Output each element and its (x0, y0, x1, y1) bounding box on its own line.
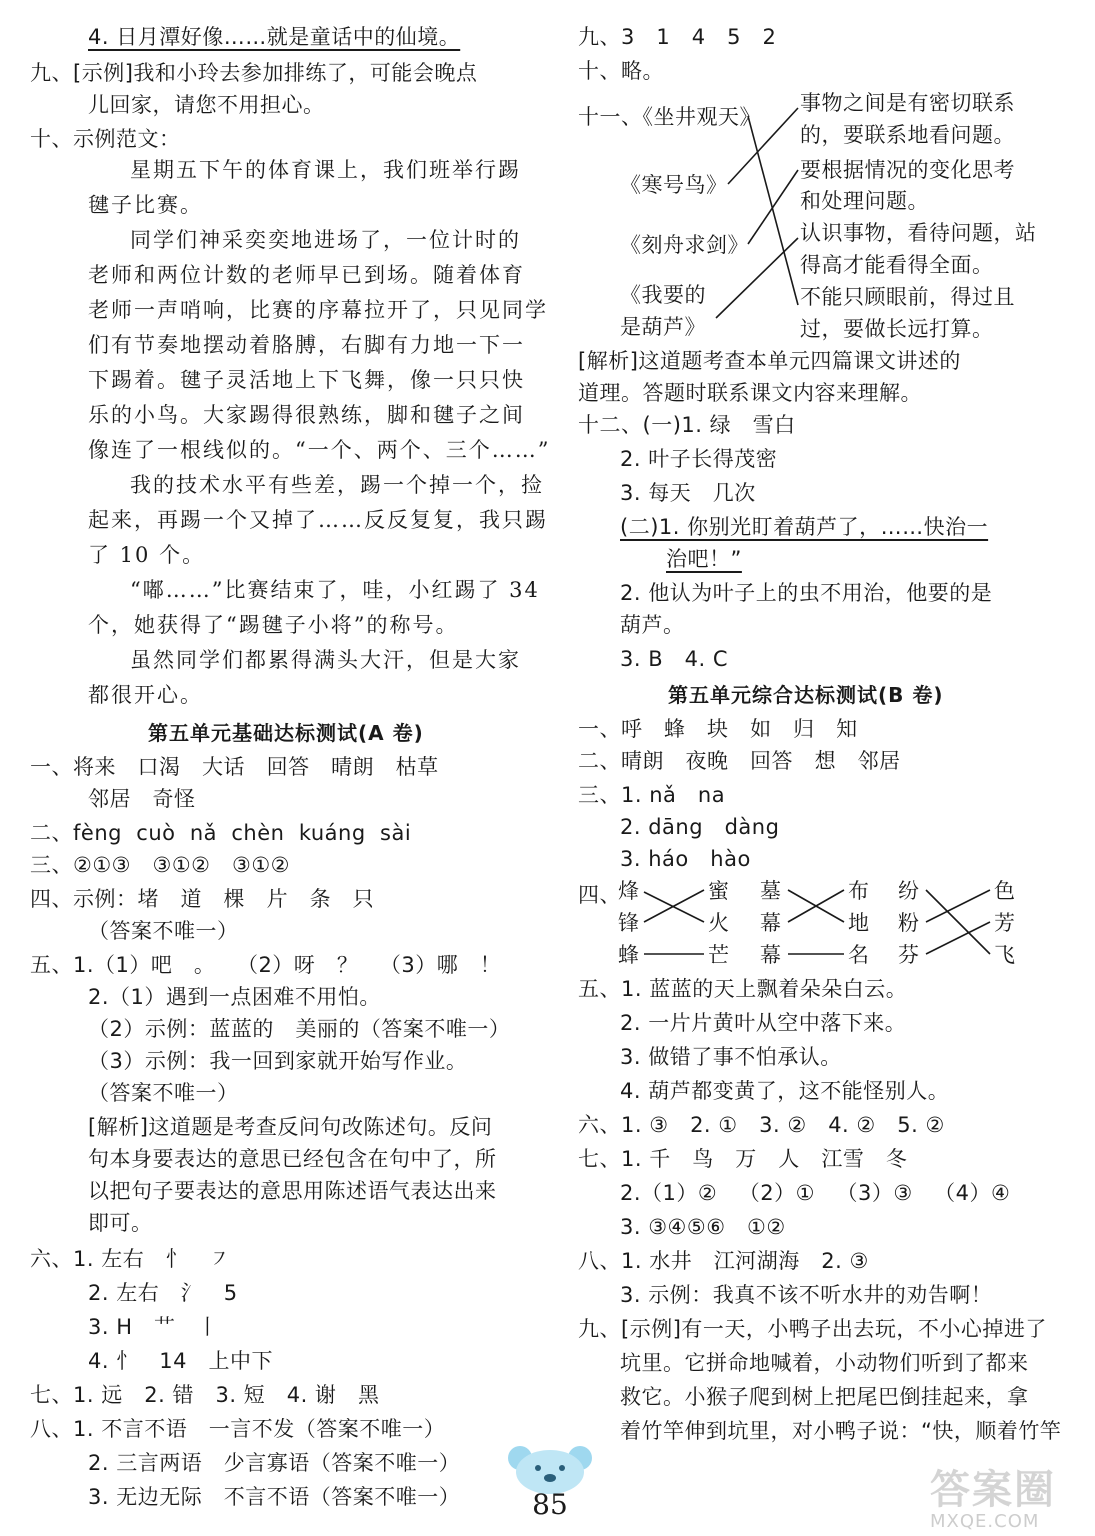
answer-line: 四、 (578, 883, 621, 907)
essay-line: 毽子比赛。 (88, 193, 203, 217)
answer-line: 2. dāng dàng (620, 815, 780, 839)
answer-line: 五、1.（1）吧 。 （2）呀 ？ （3）哪 ！ (30, 953, 502, 977)
essay-line: 起来，再踢一个又掉了……反反复复，我只踢 (88, 508, 548, 532)
answer-line: 3. H 艹 丨 (88, 1315, 219, 1339)
answer-line: 救它。小猴子爬到树上把尾巴倒挂起来，拿 (620, 1385, 1029, 1409)
essay-line: 都很开心。 (88, 683, 203, 707)
match-line (926, 922, 990, 954)
essay-line: 下踢着。毽子灵活地上下飞舞，像一只只快 (88, 368, 525, 392)
answer-line: 二、晴朗 夜晚 回答 想 邻居 (578, 749, 901, 773)
match-right-item: 要根据情况的变化思考 (800, 158, 1015, 182)
answer-line: 3. 每天 几次 (620, 481, 756, 505)
match-right-item: 事物之间是有密切联系 (800, 91, 1015, 115)
match-line (926, 890, 990, 954)
answer-line: 十二、(一)1. 绿 雪白 (578, 413, 796, 437)
char-item: 布 (848, 879, 870, 903)
answer-line: 十、略。 (578, 59, 664, 83)
match-right-item: 的，要联系地看问题。 (800, 123, 1015, 147)
answer-line: 治吧！” (666, 547, 742, 571)
match-right-item: 得高才能看得全面。 (800, 253, 994, 277)
analysis-line: [解析]这道题是考查反问句改陈述句。反问 (88, 1115, 493, 1139)
answer-line: 六、1. ③ 2. ① 3. ② 4. ② 5. ② (578, 1113, 945, 1137)
answer-line: 四、示例：堵 道 棵 片 条 只 (30, 887, 375, 911)
essay-line: 们有节奏地摆动着胳膊，右脚有力地一下一 (88, 333, 525, 357)
char-item: 蜂 (618, 943, 640, 967)
answer-line: （答案不唯一） (88, 919, 239, 943)
analysis-line: 即可。 (88, 1211, 153, 1235)
answer-line: 九、3 1 4 5 2 (578, 25, 777, 49)
essay-line: 个，她获得了“踢毽子小将”的称号。 (88, 613, 459, 637)
char-item: 火 (708, 911, 730, 935)
char-item: 芳 (994, 911, 1016, 935)
essay-line: 星期五下午的体育课上，我们班举行踢 (130, 158, 521, 182)
answer-line: 2. 三言两语 少言寡语（答案不唯一） (88, 1451, 461, 1475)
char-item: 锋 (618, 911, 640, 935)
char-item: 飞 (994, 943, 1016, 967)
answer-line: 3. ③④⑤⑥ ①② (620, 1215, 786, 1239)
answer-line: 坑里。它拼命地喊着，小动物们听到了都来 (620, 1351, 1029, 1375)
answer-line: (二)1. 你别光盯着葫芦了，……快治一 (620, 515, 989, 539)
char-item: 色 (994, 879, 1016, 903)
answer-line: 4. 葫芦都变黄了，这不能怪别人。 (620, 1079, 950, 1103)
answer-line: 4. 忄 14 上中下 (88, 1349, 273, 1373)
answer-line: 2.（1）遇到一点困难不用怕。 (88, 985, 381, 1009)
answer-line: 八、1. 水井 江河湖海 2. ③ (578, 1249, 869, 1273)
char-item: 幕 (760, 911, 782, 935)
answer-line: 2. 他认为叶子上的虫不用治，他要的是 (620, 581, 993, 605)
match-left-item: 《我要的 (620, 283, 706, 307)
answer-line: 七、1. 远 2. 错 3. 短 4. 谢 黑 (30, 1383, 380, 1407)
answer-line: 九、[示例]有一天，小鸭子出去玩，不小心掉进了 (578, 1317, 1047, 1341)
char-matching-lines (548, 0, 1095, 1000)
char-item: 芒 (708, 943, 730, 967)
answer-line: 五、1. 蓝蓝的天上飘着朵朵白云。 (578, 977, 908, 1001)
essay-line: 老师和两位计数的老师早已到场。随着体育 (88, 263, 525, 287)
watermark (930, 1458, 1056, 1532)
answer-line: 2. 叶子长得茂密 (620, 447, 778, 471)
match-left-item: 《寒号鸟》 (620, 173, 728, 197)
char-item: 地 (848, 911, 870, 935)
essay-line: 乐的小鸟。大家踢得很熟练，脚和毽子之间 (88, 403, 525, 427)
answer-line: 3. 无边无际 不言不语（答案不唯一） (88, 1485, 461, 1509)
char-item: 粉 (898, 911, 920, 935)
char-item: 芬 (898, 943, 920, 967)
section-heading: 第五单元综合达标测试(B 卷) (668, 683, 944, 707)
essay-line: 虽然同学们都累得满头大汗，但是大家 (130, 648, 521, 672)
answer-line: 八、1. 不言不语 一言不发（答案不唯一） (30, 1417, 446, 1441)
answer-line: 3. B 4. C (620, 647, 729, 671)
answer-line: 3. háo hào (620, 847, 751, 871)
essay-line: 了 10 个。 (88, 543, 206, 567)
answer-line: 2. 一片片黄叶从空中落下来。 (620, 1011, 907, 1035)
watermark-logo: 答案圈 (930, 1467, 1056, 1513)
answer-line: （2）示例：蓝蓝的 美丽的（答案不唯一） (88, 1017, 511, 1041)
answer-line: 着竹竿伸到坑里，对小鸭子说：“快，顺着竹竿 (620, 1419, 1062, 1443)
answer-line: 三、1. nǎ na (578, 783, 726, 807)
match-right-item: 和处理问题。 (800, 189, 929, 213)
char-item: 名 (848, 943, 870, 967)
essay-line: 我的技术水平有些差，踢一个掉一个，捡 (130, 473, 544, 497)
essay-line: “嘟……”比赛结束了，哇，小红踢了 34 (130, 578, 540, 602)
answer-line: 一、呼 蜂 块 如 归 知 (578, 717, 858, 741)
match-left-item: 是葫芦》 (620, 315, 706, 339)
match-left-item: 《刻舟求剑》 (620, 233, 749, 257)
answer-line: 2.（1）② （2）① （3）③ （4）④ (620, 1181, 1011, 1205)
answer-line: 十、示例范文： (30, 127, 181, 151)
char-item: 蜜 (708, 879, 730, 903)
char-item: 幕 (760, 943, 782, 967)
answer-line: 三、②①③ ③①② ③①② (30, 853, 290, 877)
match-line (926, 890, 990, 922)
answer-line: 儿回家，请您不用担心。 (88, 93, 325, 117)
answer-line: 3. 示例：我真不该不听水井的劝告啊！ (620, 1283, 993, 1307)
analysis-line: 以把句子要表达的意思用陈述语气表达出来 (88, 1179, 497, 1203)
char-item: 烽 (618, 879, 640, 903)
section-heading: 第五单元基础达标测试(A 卷) (148, 721, 424, 745)
answer-line: 九、[示例]我和小玲去参加排练了，可能会晚点 (30, 61, 478, 85)
answer-line: 葫芦。 (620, 613, 685, 637)
answer-line: （答案不唯一） (88, 1081, 239, 1105)
answer-line: 七、1. 千 鸟 万 人 江雪 冬 (578, 1147, 908, 1171)
match-left-item: 十一、《坐井观天》 (578, 105, 761, 129)
watermark-domain: MXQE.COM (930, 1511, 1040, 1532)
answer-line: 邻居 奇怪 (88, 787, 196, 811)
analysis-line: 道理。答题时联系课文内容来理解。 (578, 381, 922, 405)
page-number: 85 (532, 1488, 568, 1521)
analysis-line: [解析]这道题考查本单元四篇课文讲述的 (578, 349, 961, 373)
answer-line: （3）示例：我一回到家就开始写作业。 (88, 1049, 468, 1073)
essay-line: 同学们神采奕奕地进场了，一位计时的 (130, 228, 521, 252)
match-right-item: 不能只顾眼前，得过且 (800, 285, 1015, 309)
answer-line: 六、1. 左右 ⺖ ㇇ (30, 1247, 231, 1271)
essay-line: 像连了一根线似的。“一个、两个、三个……” (88, 438, 551, 462)
char-item: 纷 (898, 879, 920, 903)
analysis-line: 句本身要表达的意思已经包含在句中了，所 (88, 1147, 497, 1171)
answer-line: 一、将来 口渴 大话 回答 晴朗 枯草 (30, 755, 439, 779)
answer-line: 3. 做错了事不怕承认。 (620, 1045, 842, 1069)
answer-line: 4. 日月潭好像……就是童话中的仙境。 (88, 25, 461, 49)
match-right-item: 过，要做长远打算。 (800, 317, 994, 341)
essay-line: 老师一声哨响，比赛的序幕拉开了，只见同学 (88, 298, 548, 322)
answer-line: 2. 左右 氵 5 (88, 1281, 238, 1305)
answer-line: 二、fèng cuò nǎ chèn kuáng sài (30, 821, 412, 845)
char-item: 墓 (760, 879, 782, 903)
match-right-item: 认识事物，看待问题，站 (800, 221, 1037, 245)
